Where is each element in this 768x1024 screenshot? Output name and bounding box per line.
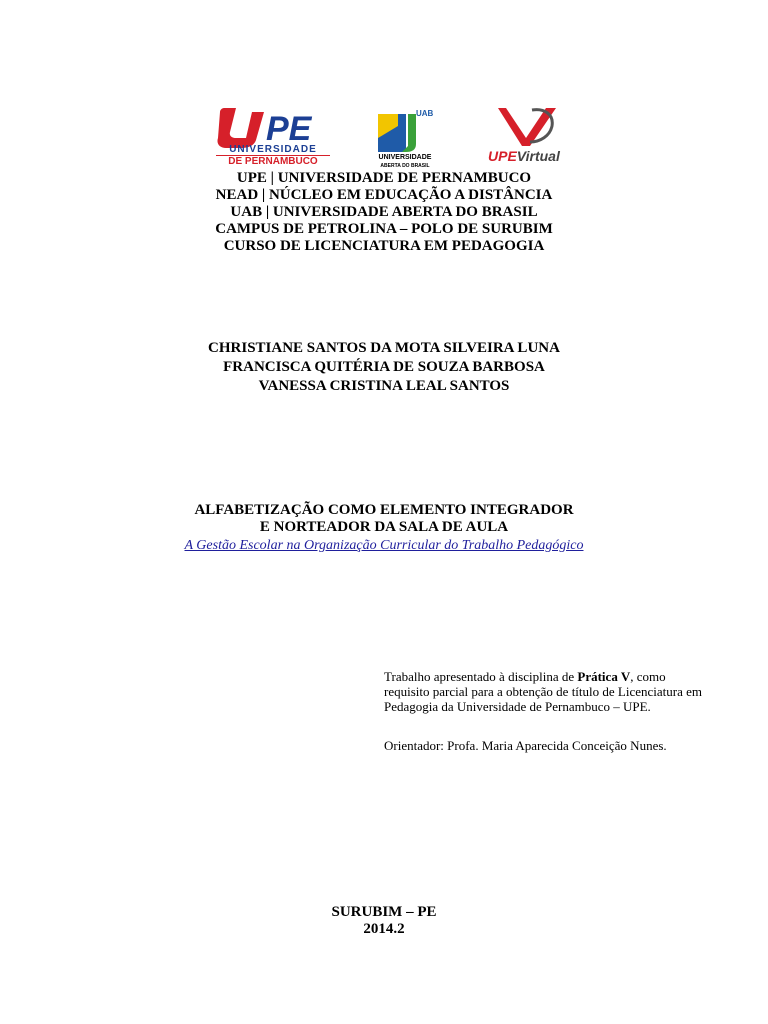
institution-block [0, 170, 768, 255]
footer-city: SURUBIM – PE [331, 904, 437, 920]
description-discipline: Prática V [577, 669, 631, 684]
work-subtitle-link[interactable] [0, 538, 768, 554]
footer-year: 2014.2 [363, 921, 405, 937]
institution-line: CURSO DE LICENCIATURA EM PEDAGOGIA [223, 238, 545, 254]
institution-line: UPE | UNIVERSIDADE DE PERNAMBUCO [236, 170, 532, 186]
work-subtitle[interactable]: A Gestão Escolar na Organização Curricular do Trabalho Pedagógico [184, 538, 584, 553]
uab-logo-line1: UNIVERSIDADE [378, 154, 432, 161]
footer-block [0, 904, 768, 938]
svg-text:PE: PE [266, 110, 312, 148]
description-before: Trabalho apresentado à disciplina de [384, 669, 578, 684]
uab-logo [372, 108, 438, 170]
author-name: CHRISTIANE SANTOS DA MOTA SILVEIRA LUNA [208, 340, 560, 356]
upe-virtual-word: Virtual [516, 148, 560, 164]
upe-virtual-mark-text: UPE [488, 148, 517, 164]
title-line2: E NORTEADOR DA SALA DE AULA [259, 519, 509, 535]
uab-logo-line2: ABERTA DO BRASIL [380, 163, 430, 169]
institution-line: NEAD | NÚCLEO EM EDUCAÇÃO A DISTÂNCIA [215, 187, 553, 203]
author-name: VANESSA CRISTINA LEAL SANTOS [258, 378, 510, 394]
institution-line: CAMPUS DE PETROLINA – POLO DE SURUBIM [215, 221, 553, 237]
work-description [384, 669, 704, 714]
authors-block [0, 339, 768, 396]
description-after: , como requisito parcial para a obtenção de título de Licenciatura em Pedagogia da Universidade de Pernambuco – UPE. [384, 669, 702, 714]
upe-logo [216, 106, 330, 168]
uab-logo-acronym: UAB [416, 109, 434, 118]
upe-virtual-logo [486, 104, 576, 168]
upe-logo-line2: DE PERNAMBUCO [216, 155, 330, 167]
title-line1: ALFABETIZAÇÃO COMO ELEMENTO INTEGRADOR [194, 502, 574, 518]
author-name: FRANCISCA QUITÉRIA DE SOUZA BARBOSA [223, 359, 545, 375]
description-paragraph [384, 669, 704, 714]
institution-line: UAB | UNIVERSIDADE ABERTA DO BRASIL [230, 204, 538, 220]
uab-logo-mark [372, 108, 438, 158]
advisor-line: Orientador: Profa. Maria Aparecida Conceição Nunes. [384, 738, 667, 753]
work-title [0, 502, 768, 536]
upe-logo-line1: UNIVERSIDADE [229, 144, 317, 155]
